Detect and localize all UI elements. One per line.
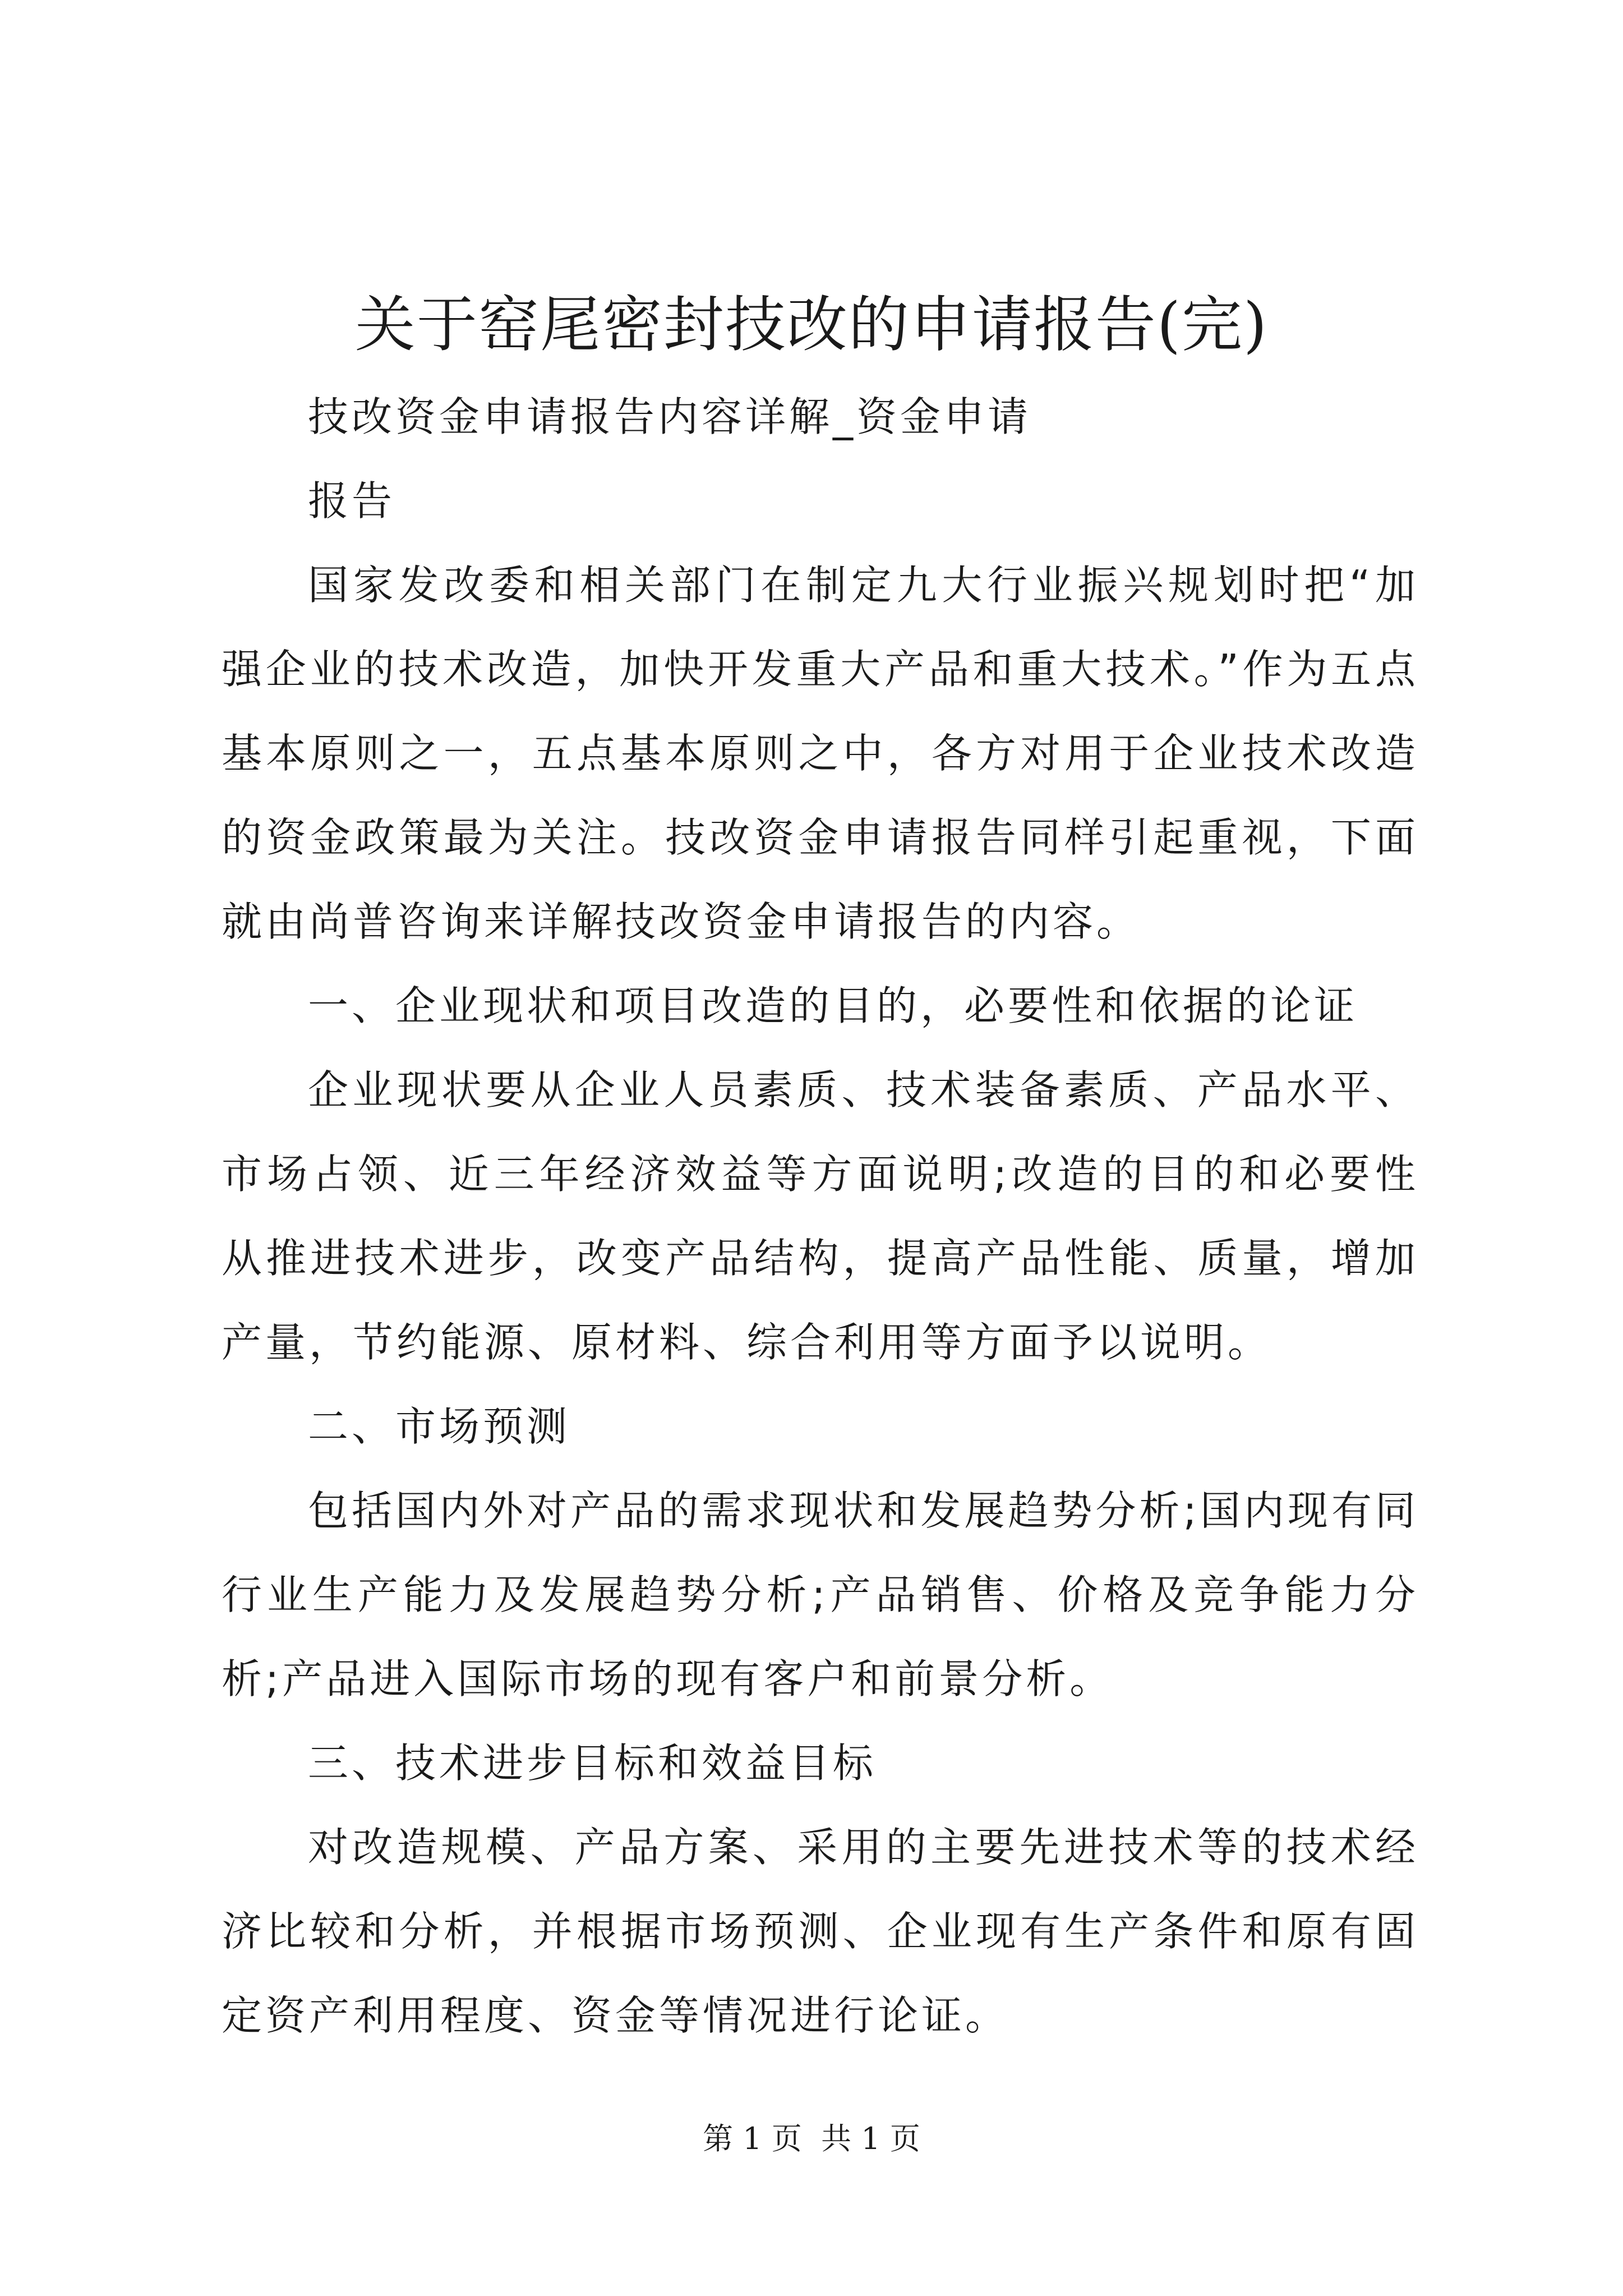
- document-title: 关于窑尾密封技改的申请报告(完): [354, 290, 1269, 360]
- document-body: [222, 375, 1419, 2058]
- page-number: 第 1 页 共 1 页: [703, 2121, 920, 2156]
- paragraph-intro: 国家发改委和相关部门在制定九大行业振兴规划时把“加强企业的技术改造，加快开发重大产品和重大技术。”作为五点基本原则之一，五点基本原则之中，各方对用于企业技术改造的资金政策最为关注。技改资金申请报告同样引起重视，下面就由尚普咨询来详解技改资金申请报告的内容。: [222, 562, 1419, 945]
- paragraph-section-2: 包括国内外对产品的需求现状和发展趋势分析;国内现有同行业生产能力及发展趋势分析;产品销售、价格及竞争能力分析;产品进入国际市场的现有客户和前景分析。: [222, 1487, 1419, 1703]
- page-footer: [0, 2119, 1623, 2159]
- paragraph-section-1: 企业现状要从企业人员素质、技术装备素质、产品水平、市场占领、近三年经济效益等方面说明;改造的目的和必要性从推进技术进步，改变产品结构，提高产品性能、质量，增加产量，节约能源、原材料、综合利用等方面予以说明。: [222, 1066, 1419, 1366]
- paragraph-subtitle: 技改资金申请报告内容详解_资金申请: [308, 393, 1032, 440]
- section-heading-1: 一、企业现状和项目改造的目的，必要性和依据的论证: [308, 982, 1358, 1029]
- section-heading-3: 三、技术进步目标和效益目标: [308, 1740, 877, 1787]
- section-heading-2: 二、市场预测: [308, 1403, 571, 1450]
- paragraph-subtitle-cont: 报告: [308, 477, 396, 524]
- paragraph-section-3: 对改造规模、产品方案、采用的主要先进技术等的技术经济比较和分析，并根据市场预测、企业现有生产条件和原有固定资产利用程度、资金等情况进行论证。: [222, 1824, 1419, 2039]
